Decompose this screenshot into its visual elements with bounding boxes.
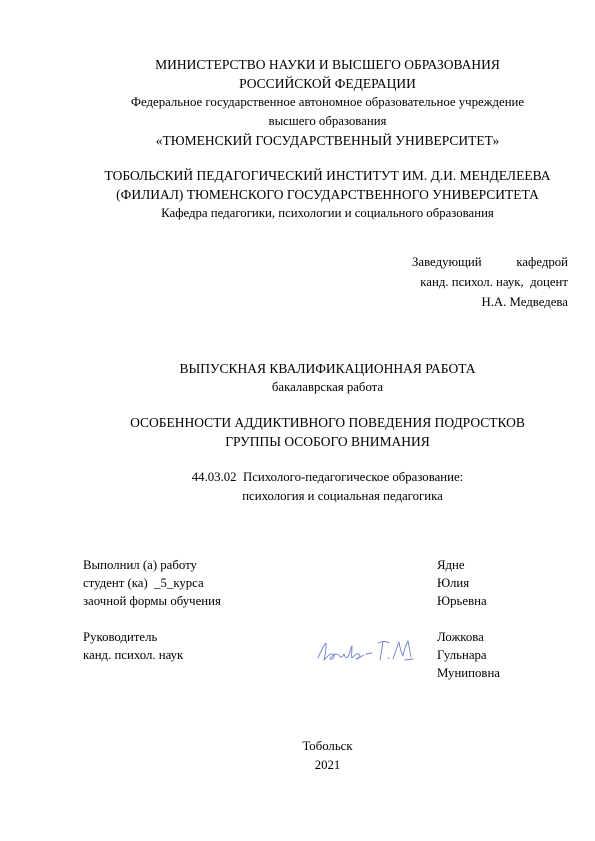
approval-role — [412, 252, 568, 272]
department-name: Кафедра педагогики, психологии и социального образования — [161, 206, 494, 220]
work-topic-block — [40, 413, 595, 451]
supervisor-signature — [315, 633, 415, 667]
supervisor-label-1: Руководитель — [83, 630, 158, 644]
work-title-block — [40, 359, 595, 397]
approval-role-word2: кафедрой — [516, 255, 568, 269]
topic-line2: ГРУППЫ ОСОБОГО ВНИМАНИЯ — [225, 434, 430, 449]
footer — [40, 737, 595, 775]
student-name — [437, 556, 487, 610]
institute-header — [40, 166, 595, 223]
supervisor-labels — [83, 628, 183, 664]
supervisor-first-name: Гульнара — [437, 648, 487, 662]
institute-name-line1: ТОБОЛЬСКИЙ ПЕДАГОГИЧЕСКИЙ ИНСТИТУТ ИМ. Д.И. МЕНДЕЛЕЕВА — [104, 168, 551, 183]
topic-line1: ОСОБЕННОСТИ АДДИКТИВНОГО ПОВЕДЕНИЯ ПОДРОСТКОВ — [130, 415, 525, 430]
supervisor-label-2: канд. психол. наук — [83, 648, 184, 662]
approval-role-word1: Заведующий — [412, 255, 482, 269]
year: 2021 — [314, 758, 341, 772]
specialty-code-line: 44.03.02 Психолого-педагогическое образование: — [191, 470, 464, 484]
supervisor-name — [437, 628, 500, 682]
ministry-header — [40, 55, 595, 150]
city: Тобольск — [302, 739, 353, 753]
university-name: «ТЮМЕНСКИЙ ГОСУДАРСТВЕННЫЙ УНИВЕРСИТЕТ» — [155, 133, 500, 148]
supervisor-surname: Ложкова — [437, 630, 484, 644]
work-type: ВЫПУСКНАЯ КВАЛИФИКАЦИОННАЯ РАБОТА — [179, 361, 476, 376]
student-labels — [83, 556, 221, 610]
specialty-profile-line: психология и социальная педагогика — [242, 489, 443, 503]
student-patronymic: Юрьевна — [437, 594, 487, 608]
specialty-block — [40, 468, 595, 506]
student-label-2: студент (ка) _5_курса — [83, 576, 204, 590]
student-first-name: Юлия — [437, 576, 470, 590]
country-line: РОССИЙСКОЙ ФЕДЕРАЦИИ — [239, 76, 416, 91]
institution-type-line: Федеральное государственное автономное образовательное учреждение — [130, 95, 525, 109]
approval-block — [412, 252, 568, 312]
student-label-3: заочной формы обучения — [83, 594, 221, 608]
institute-name-line2: (ФИЛИАЛ) ТЮМЕНСКОГО ГОСУДАРСТВЕННОГО УНИВЕРСИТЕТА — [116, 187, 539, 202]
ministry-line: МИНИСТЕРСТВО НАУКИ И ВЫСШЕГО ОБРАЗОВАНИЯ — [155, 57, 500, 72]
approval-name: Н.А. Медведева — [481, 295, 568, 309]
education-level-line: высшего образования — [268, 114, 387, 128]
work-subtype: бакалаврская работа — [271, 380, 384, 394]
student-label-1: Выполнил (а) работу — [83, 558, 197, 572]
supervisor-patronymic: Муниповна — [437, 666, 500, 680]
student-surname: Ядне — [437, 558, 465, 572]
approval-degree: канд. психол. наук, доцент — [420, 275, 568, 289]
